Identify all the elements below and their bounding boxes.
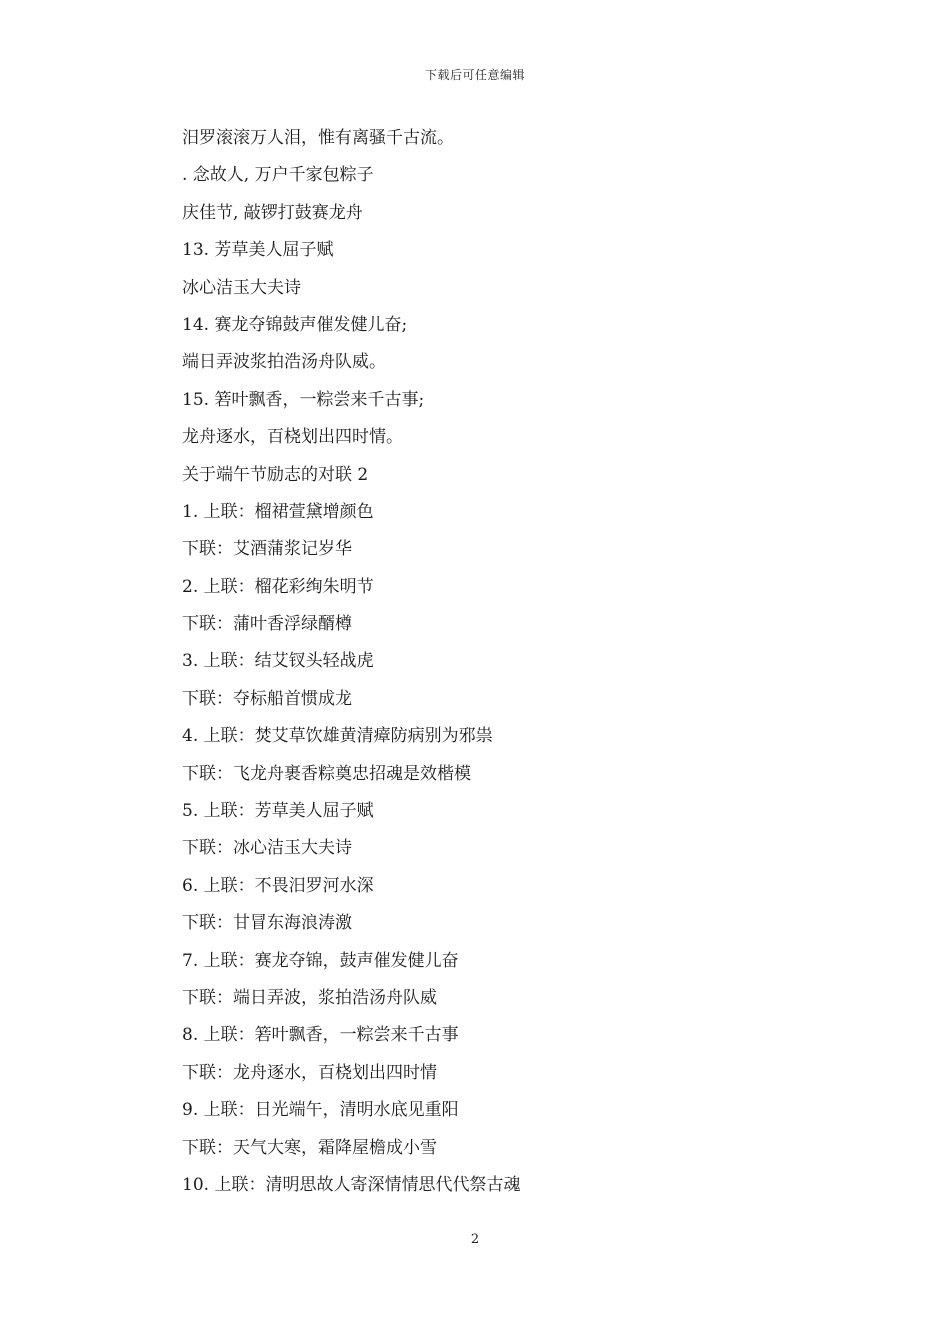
text-line: 3. 上联：结艾钗头轻战虎	[182, 651, 374, 672]
text-line: 下联：艾酒蒲浆记岁华	[182, 539, 352, 560]
text-line: 下联：蒲叶香浮绿醑樽	[182, 614, 352, 635]
text-line: 5. 上联：芳草美人屈子赋	[182, 801, 374, 822]
text-line: 冰心洁玉大夫诗	[182, 277, 301, 298]
text-line: 8. 上联：箬叶飘香，一粽尝来千古事	[182, 1025, 459, 1046]
text-line: 下联：甘冒东海浪涛激	[182, 913, 352, 934]
text-line: 10. 上联：清明思故人寄深情情思代代祭古魂	[182, 1174, 521, 1195]
text-line: 6. 上联：不畏汨罗河水深	[182, 875, 374, 896]
text-line: 汨罗滚滚万人泪，惟有离骚千古流。	[182, 128, 454, 148]
text-line: 4. 上联：焚艾草饮雄黄清瘴防病别为邪祟	[182, 726, 493, 747]
text-line: 9. 上联：日光端午，清明水底见重阳	[182, 1100, 459, 1121]
text-line: 下联：飞龙舟裹香粽奠忠招魂是效楷模	[182, 763, 471, 784]
text-line: 7. 上联：赛龙夺锦，鼓声催发健儿奋	[182, 950, 459, 971]
text-line: 下联：夺标船首惯成龙	[182, 688, 352, 709]
text-line: 1. 上联：榴裙萱黛增颜色	[182, 501, 374, 522]
text-line: 端日弄波浆拍浩汤舟队威。	[182, 352, 386, 373]
text-line: 下联：端日弄波，浆拍浩汤舟队威	[182, 987, 437, 1008]
text-line: 庆佳节, 敲锣打鼓赛龙舟	[182, 202, 363, 223]
text-line: 2. 上联：榴花彩绚朱明节	[182, 576, 374, 597]
document-body	[182, 125, 782, 1209]
text-line: 13. 芳草美人屈子赋	[182, 240, 334, 261]
text-line: 下联：冰心洁玉大夫诗	[182, 838, 352, 859]
section-heading: 关于端午节励志的对联 2	[182, 464, 369, 485]
text-line: 下联：天气大寒，霜降屋檐成小雪	[182, 1137, 437, 1158]
text-line: 龙舟逐水，百桡划出四时情。	[182, 427, 403, 448]
text-line: . 念故人, 万户千家包粽子	[182, 165, 374, 186]
page-header: 下载后可任意编辑	[424, 68, 525, 82]
text-line: 下联：龙舟逐水，百桡划出四时情	[182, 1062, 437, 1083]
text-line: 15. 箬叶飘香，一粽尝来千古事;	[182, 389, 425, 410]
page-number: 2	[470, 1232, 480, 1247]
text-line: 14. 赛龙夺锦鼓声催发健儿奋;	[182, 314, 408, 335]
